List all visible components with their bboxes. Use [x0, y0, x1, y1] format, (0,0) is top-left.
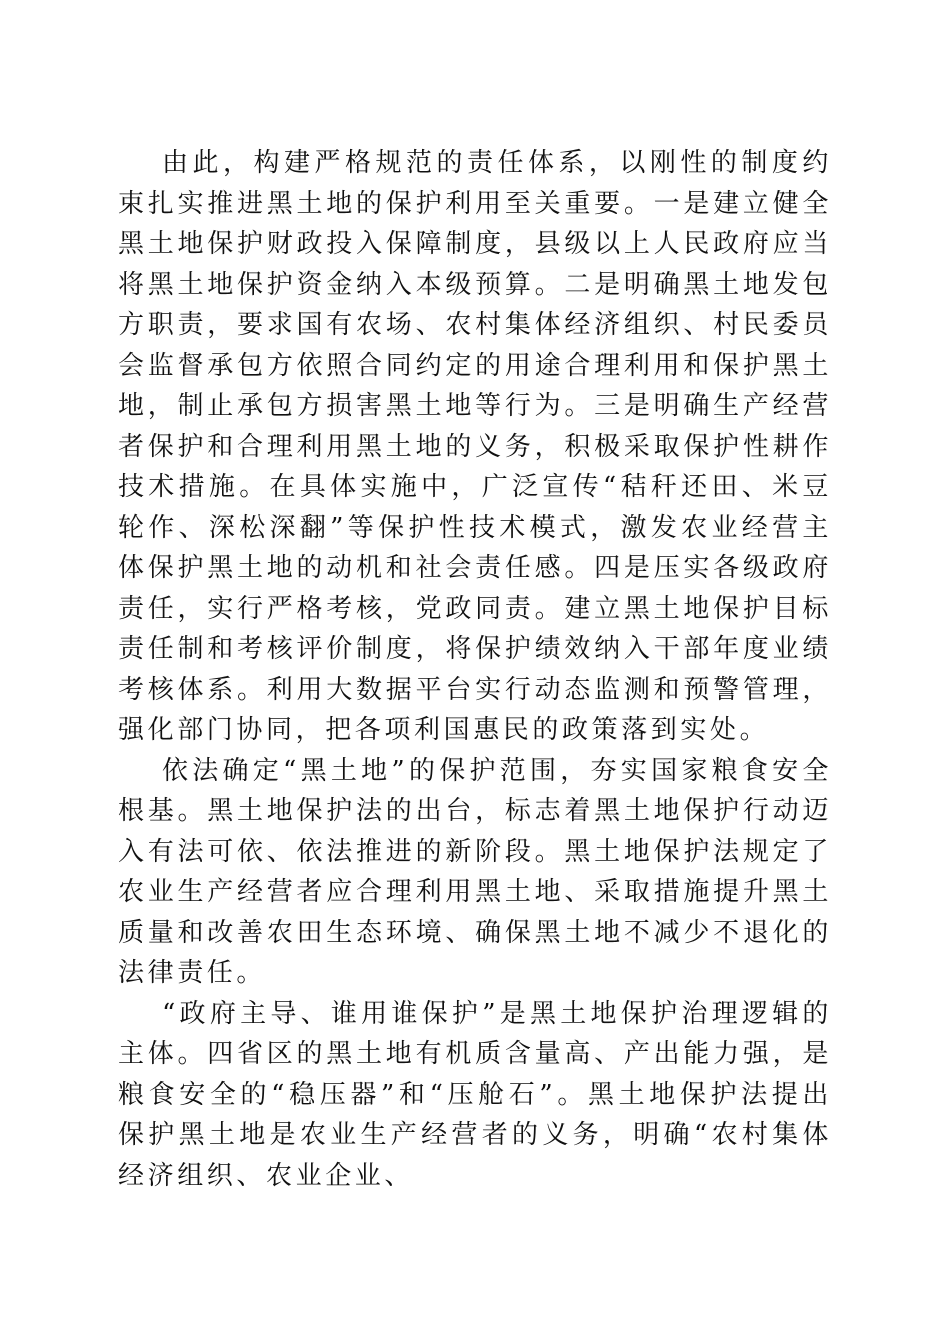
paragraph-responsibility-system: 由此，构建严格规范的责任体系，以刚性的制度约束扎实推进黑土地的保护利用至关重要。一是建立健全黑土地保护财政投入保障制度，县级以上人民政府应当将黑土地保护资金纳入本级预算。二是明确黑土地发包方职责，要求国有农场、农村集体经济组织、村民委员会监督承包方依照合同约定的用途合理利用和保护黑土地，制止承包方损害黑土地等行为。三是明确生产经营者保护和合理利用黑土地的义务，积极采取保护性耕作技术措施。在具体实施中，广泛宣传“秸秆还田、米豆轮作、深松深翻”等保护性技术模式，激发农业经营主体保护黑土地的动机和社会责任感。四是压实各级政府责任，实行严格考核，党政同责。建立黑土地保护目标责任制和考核评价制度，将保护绩效纳入干部年度业绩考核体系。利用大数据平台实行动态监测和预警管理，强化部门协同，把各项利国惠民的政策落到实处。: [118, 148, 832, 745]
document-body: [118, 143, 832, 1196]
paragraph-government-led: “政府主导、谁用谁保护”是黑土地保护治理逻辑的主体。四省区的黑土地有机质含量高、产出能力强，是粮食安全的“稳压器”和“压舱石”。黑土地保护法提出保护黑土地是农业生产经营者的义务，明确“农村集体经济组织、农业企业、: [118, 998, 832, 1191]
paragraph-protection-scope: 依法确定“黑土地”的保护范围，夯实国家粮食安全根基。黑土地保护法的出台，标志着黑土地保护行动迈入有法可依、依法推进的新阶段。黑土地保护法规定了农业生产经营者应合理利用黑土地、采取措施提升黑土质量和改善农田生态环境、确保黑土地不减少不退化的法律责任。: [118, 755, 832, 988]
